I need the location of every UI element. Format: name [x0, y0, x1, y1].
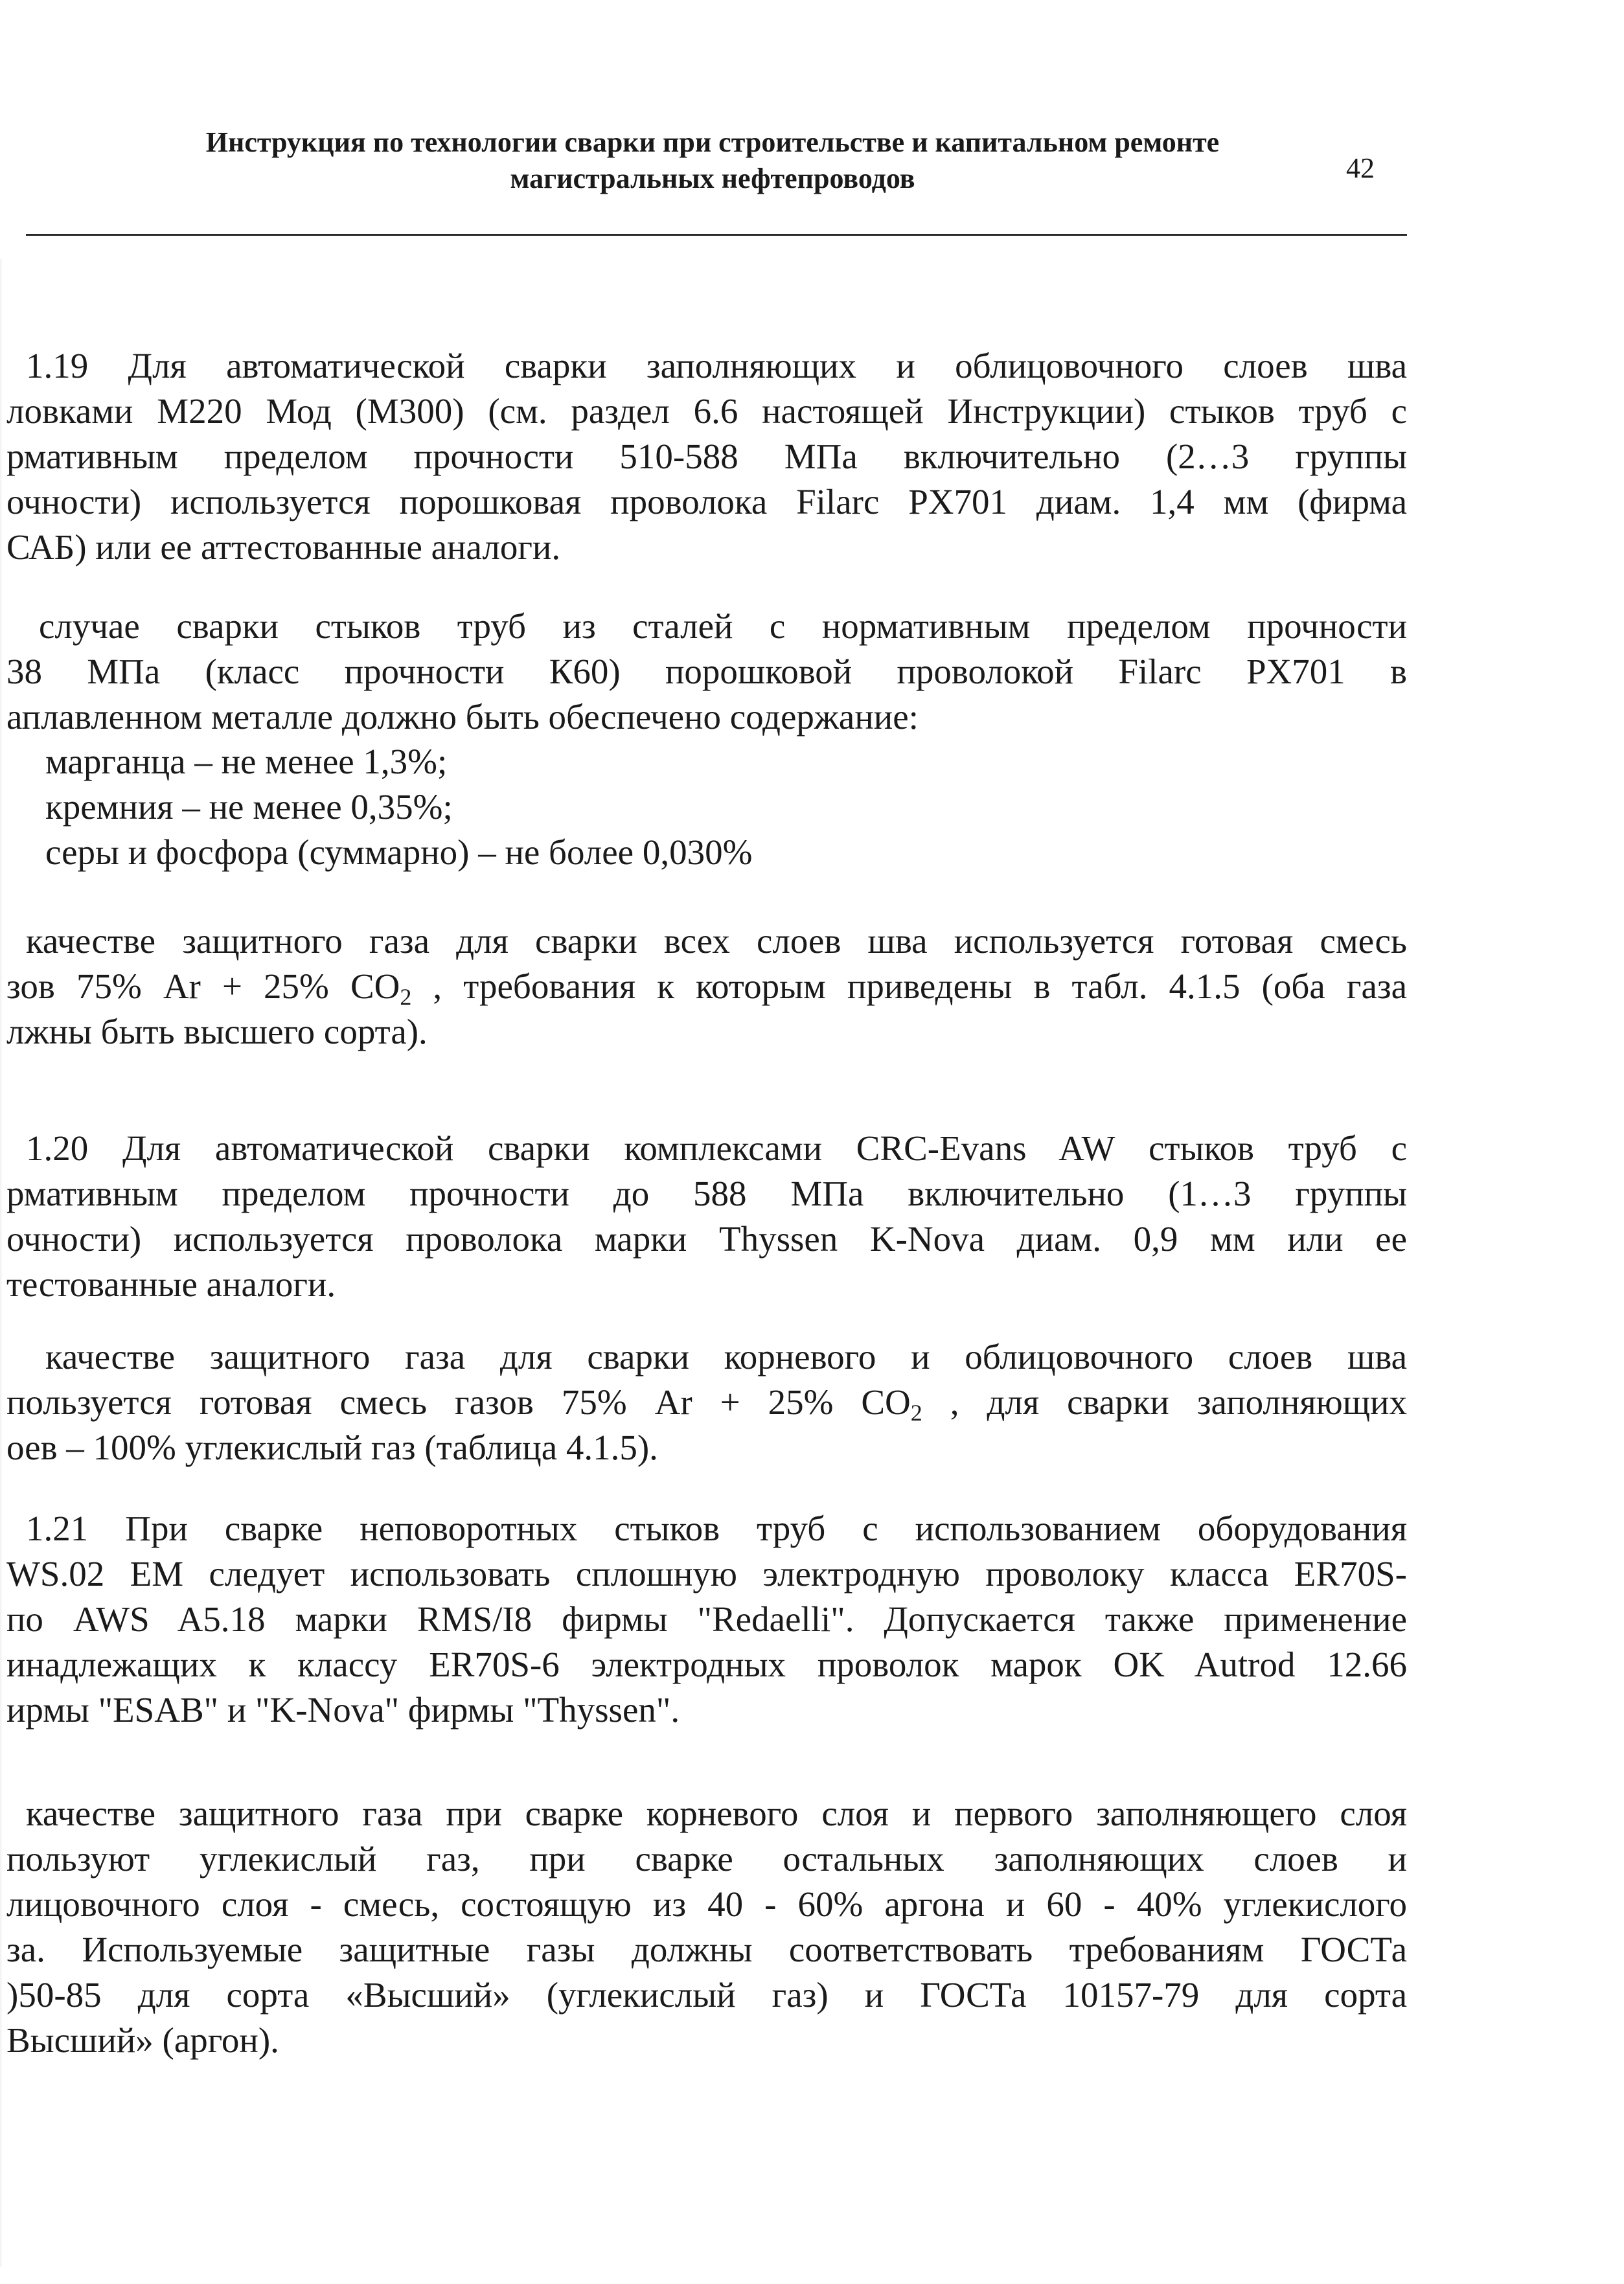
text-line: Высший» (аргон). [6, 2020, 279, 2060]
text-line: рмативным пределом прочности 510-588 МПа включительно (2…3 группы [6, 437, 1407, 476]
header-title-line1: Инструкция по технологии сварки при строительстве и капитальном ремонте [205, 126, 1220, 158]
text-line: пользуют углекислый газ, при сварке остальных заполняющих слоев и [6, 1839, 1407, 1879]
text-line: 38 МПа (класс прочности К60) порошковой проволокой Filarc PX701 в [6, 652, 1407, 691]
text-line: качестве защитного газа для сварки корневого и облицовочного слоев шва [45, 1337, 1407, 1376]
text-line: ирмы "ESAB" и "K-Nova" фирмы "Thyssen". [6, 1690, 680, 1730]
text-line: лицовочного слоя - смесь, состоящую из 40 - 60% аргона и 60 - 40% углекислого [6, 1884, 1407, 1924]
text-line: САБ) или ее аттестованные аналоги. [6, 527, 561, 567]
scan-edge-shadow [0, 259, 3, 2267]
text-line: качестве защитного газа при сварке корневого слоя и первого заполняющего слоя [26, 1794, 1407, 1833]
text-line: качестве защитного газа для сварки всех слоев шва используется готовая смесь [26, 921, 1407, 961]
text-line: тестованные аналоги. [6, 1264, 336, 1304]
text-line: 1.19 Для автоматической сварки заполняющих и облицовочного слоев шва [26, 346, 1407, 385]
text-line: ловками M220 Мод (M300) (см. раздел 6.6 настоящей Инструкции) стыков труб с [6, 391, 1407, 431]
text-line: зов 75% Ar + 25% $CO_2$ , требования к которым приведены в табл. 4.1.5 (оба газа [6, 966, 1407, 1010]
text-line: оев – 100% углекислый газ (таблица 4.1.5). [6, 1428, 658, 1467]
text-line: очности) используется проволока марки Thyssen K-Nova диам. 0,9 мм или ее [6, 1219, 1407, 1259]
text-line: по AWS A5.18 марки RMS/I8 фирмы "Redaelli". Допускается также применение [6, 1599, 1407, 1639]
text-line: случае сварки стыков труб из сталей с нормативным пределом прочности [39, 606, 1407, 646]
text-line: лжны быть высшего сорта). [6, 1012, 428, 1051]
text-line: рмативным пределом прочности до 588 МПа включительно (1…3 группы [6, 1174, 1407, 1213]
list-item: марганца – не менее 1,3%; [45, 742, 448, 781]
text-line: 1.20 Для автоматической сварки комплексами CRC-Evans AW стыков труб с [26, 1128, 1407, 1168]
text-line: 1.21 При сварке неповоротных стыков труб с использованием оборудования [26, 1509, 1407, 1548]
header-title-line2: магистральных нефтепроводов [510, 163, 915, 194]
text-line: очности) используется порошковая проволока Filarc PX701 диам. 1,4 мм (фирма [6, 482, 1407, 521]
list-item: серы и фосфора (суммарно) – не более 0,030% [45, 832, 753, 872]
list-item: кремния – не менее 0,35%; [45, 787, 453, 827]
page-number: 42 [1346, 152, 1375, 184]
text-line: за. Используемые защитные газы должны соответствовать требованиям ГОСТа [6, 1930, 1407, 1969]
page-header [97, 124, 1328, 197]
text-line: аплавленном металле должно быть обеспечено содержание: [6, 697, 919, 737]
text-line: инадлежащих к классу ER70S-6 электродных проволок марок OK Autrod 12.66 [6, 1645, 1407, 1684]
text-line: пользуется готовая смесь газов 75% Ar + 25% $CO_2$ , для сварки заполняющих [6, 1382, 1407, 1426]
text-line: )50-85 для сорта «Высший» (углекислый газ) и ГОСТа 10157-79 для сорта [6, 1975, 1407, 2015]
header-divider [26, 234, 1407, 236]
text-line: WS.02 EM следует использовать сплошную электродную проволоку класса ER70S- [6, 1554, 1407, 1593]
